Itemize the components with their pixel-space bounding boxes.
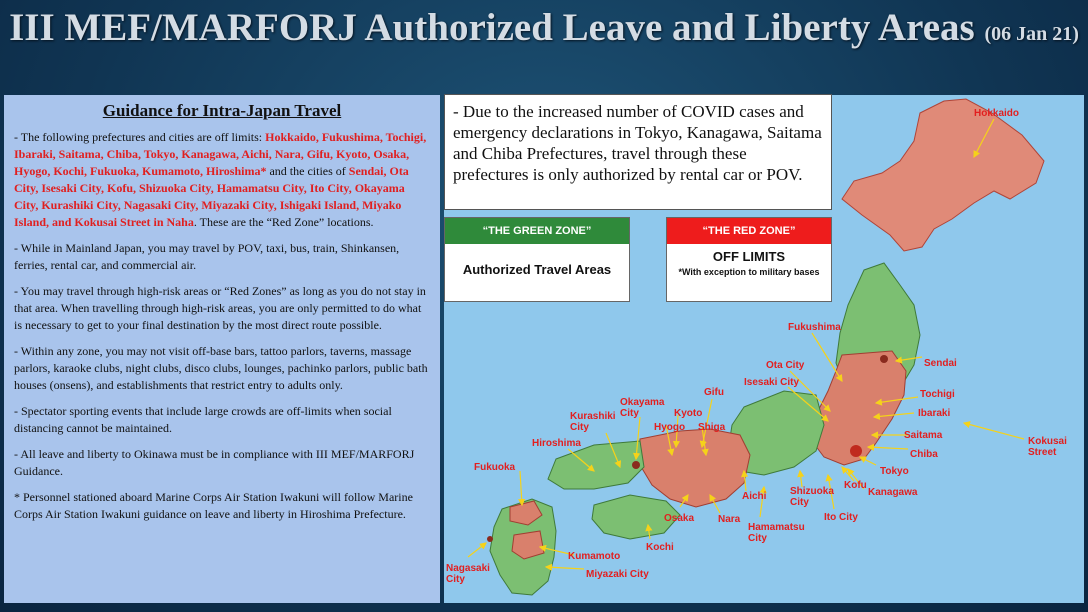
label-saitama: Saitama <box>904 430 943 441</box>
red-zone-title: OFF LIMITS <box>712 249 786 264</box>
sendai-dot <box>880 355 888 363</box>
label-chiba: Chiba <box>910 449 938 460</box>
label-hyogo: Hyogo <box>654 422 686 433</box>
green-zone-text: Authorized Travel Areas <box>462 262 612 277</box>
label-kumamoto: Kumamoto <box>568 551 621 562</box>
red-zone-subtext: *With exception to military bases <box>678 267 820 277</box>
guidance-travel-paragraph: - While in Mainland Japan, you may travel by POV, taxi, bus, train, Shinkansen, ferries, rental car, and commercial air. <box>14 241 400 272</box>
label-shizuoka-city: Shizuoka City <box>790 486 834 508</box>
label-miyazaki-city: Miyazaki City <box>586 569 649 580</box>
label-fukuoka: Fukuoka <box>474 462 516 473</box>
title-date: (06 Jan 21) <box>984 23 1079 45</box>
label-hiroshima: Hiroshima <box>532 438 581 449</box>
label-isesaki-city: Isesaki City <box>744 377 800 388</box>
green-zone-header: “THE GREEN ZONE” <box>445 218 629 244</box>
guidance-offlimits-paragraph: - The following prefectures and cities are off limits: Hokkaido, Fukushima, Tochigi, Ibaraki, Saitama, Chiba, Tokyo, Kanagawa, Aichi, Nara, Gifu, Kyoto, Osaka, Hyogo, Kochi, Fukuoka, Kumamoto, Hiroshima* and the cities of Sendai, Ota City, Isesaki City, Kofu, Shizuoka City, Hamamatsu City, Ito City, Okayama City, Kurashiki City, Nagasaki City, Miyazaki City, Ishigaki Island, Miyako Island, and Kokusai Street in Naha. These are the “Red Zone” locations. <box>14 130 427 229</box>
label-ito-city: Ito City <box>824 512 858 523</box>
guidance-panel <box>4 95 440 603</box>
covid-note-box: - Due to the increased number of COVID cases and emergency declarations in Tokyo, Kanagawa, Saitama and Chiba Prefectures, travel through these prefectures is only authorized by rental car or POV. <box>444 94 832 210</box>
label-okayama-city: Okayama City <box>620 397 665 419</box>
red-zone-header: “THE RED ZONE” <box>667 218 831 244</box>
guidance-redzone-paragraph: - You may travel through high-risk areas or “Red Zones” as long as you do not stay in that area. When travelling through high-risk areas, you are only permitted to do what is necessary to get to your final destination by the most direct route possible. <box>14 284 426 332</box>
title-text: III MEF/MARFORJ Authorized Leave and Liberty Areas <box>9 6 975 49</box>
hokkaido-region <box>842 99 1044 251</box>
kumamoto-area <box>512 531 544 559</box>
okayama-dot <box>632 461 640 469</box>
label-hamamatsu-city: Hamamatsu City <box>748 522 805 544</box>
label-kyoto: Kyoto <box>674 408 703 419</box>
label-kanagawa: Kanagawa <box>868 487 918 498</box>
label-sendai: Sendai <box>924 358 957 369</box>
kansai-region <box>640 429 750 507</box>
label-gifu: Gifu <box>704 387 724 398</box>
label-ibaraki: Ibaraki <box>918 408 951 419</box>
label-ota-city: Ota City <box>766 360 805 371</box>
label-kokusai-street: Kokusai Street <box>1028 436 1067 458</box>
label-tokyo: Tokyo <box>880 466 909 477</box>
tokyo-dot <box>850 445 862 457</box>
label-shiga: Shiga <box>698 422 726 433</box>
slide-title <box>0 6 1088 56</box>
label-osaka: Osaka <box>664 513 695 524</box>
label-kofu: Kofu <box>844 480 867 491</box>
label-tochigi: Tochigi <box>920 389 955 400</box>
guidance-venues-paragraph: - Within any zone, you may not visit off-base bars, tattoo parlors, taverns, massage parlors, karaoke clubs, night clubs, disco clubs, lounges, pachinko parlors, public bath houses (onsens), and establishments that restrict entry to adults only. <box>14 344 428 392</box>
label-nara: Nara <box>718 514 741 525</box>
guidance-okinawa-paragraph: - All leave and liberty to Okinawa must be in compliance with III MEF/MARFORJ Guidance. <box>14 447 415 478</box>
label-fukushima: Fukushima <box>788 322 841 333</box>
label-nagasaki-city: Nagasaki City <box>446 563 490 585</box>
green-zone-box <box>444 217 630 302</box>
label-kurashiki-city: Kurashiki City <box>570 411 616 433</box>
guidance-sports-paragraph: - Spectator sporting events that include large crowds are off-limits when social distancing cannot be maintained. <box>14 404 392 435</box>
red-zone-box <box>666 217 832 302</box>
label-kochi: Kochi <box>646 542 674 553</box>
nagasaki-dot <box>487 536 493 542</box>
guidance-iwakuni-paragraph: * Personnel stationed aboard Marine Corps Air Station Iwakuni will follow Marine Corps Air Station Iwakuni guidance on leave and liberty in Hiroshima Prefecture. <box>14 490 413 521</box>
label-aichi: Aichi <box>742 491 767 502</box>
guidance-heading: Guidance for Intra-Japan Travel <box>102 101 342 120</box>
label-hokkaido: Hokkaido <box>974 108 1020 119</box>
